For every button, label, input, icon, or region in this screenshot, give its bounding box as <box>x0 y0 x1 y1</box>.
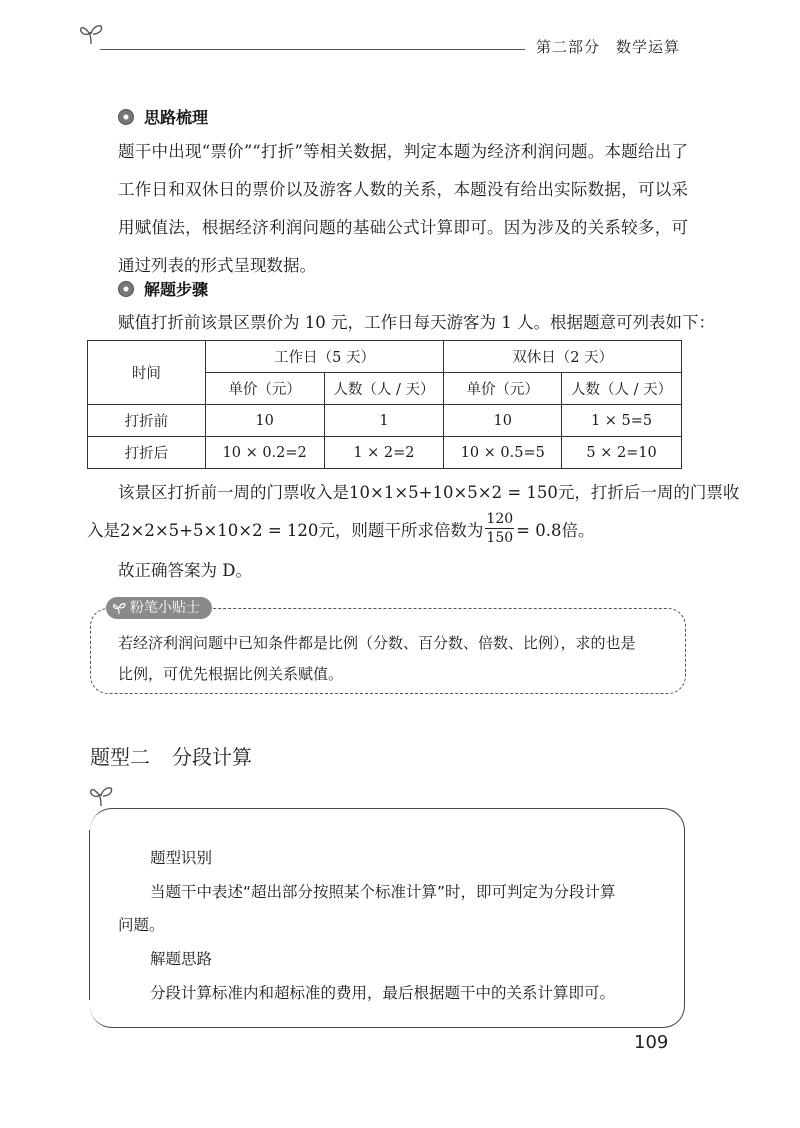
type2-heading <box>90 741 252 770</box>
table-cell: 1 × 5=5 <box>562 405 682 437</box>
id-line-1: 当题干中表述“超出部分按照某个标准计算”时，即可判定为分段计算 <box>150 883 616 901</box>
thinking-paragraph: 题干中出现“票价”“打折”等相关数据，判定本题为经济利润问题。本题给出了工作日和双休日的票价以及游客人数的关系，本题没有给出实际数据，可以采用赋值法，根据经济利润问题的基础公式计算即可。因为涉及的关系较多，可通过列表的形式呈现数据。 <box>118 142 688 275</box>
tip-tag-label: 粉笔小贴士 <box>130 600 200 616</box>
answer-line: 故正确答案为 D。 <box>118 561 252 580</box>
table-group-weekend: 双休日（2 天） <box>444 341 682 373</box>
type2-heading-b: 分段计算 <box>172 745 252 769</box>
table-cell: 10 × 0.5=5 <box>444 437 562 469</box>
table-cell: 10 <box>444 405 562 437</box>
fraction-denominator: 150 <box>486 530 514 546</box>
header-section-title: 第二部分 数学运算 <box>536 38 681 56</box>
tip-line-1: 若经济利润问题中已知条件都是比例（分数、百分数、倍数、比例），求的也是 <box>118 634 636 652</box>
table-cell: 10 <box>205 405 324 437</box>
table-row <box>88 437 682 469</box>
table-subheader: 人数（人 / 天） <box>562 373 682 405</box>
table-row <box>88 405 682 437</box>
calc-line-1: 该景区打折前一周的门票收入是10×1×5+10×5×2 = 150元，打折后一周的门票收 <box>118 483 740 502</box>
steps-intro: 赋值打折前该景区票价为 10 元，工作日每天游客为 1 人。根据题意可列表如下： <box>118 313 715 332</box>
table-corner: 时间 <box>88 341 206 405</box>
tip-tag <box>106 597 212 619</box>
calc-line-2-suffix: = 0.8倍。 <box>516 520 595 540</box>
price-table <box>87 340 682 469</box>
thinking-heading-text: 思路梳理 <box>144 108 209 127</box>
disc-icon <box>118 281 134 297</box>
disc-icon <box>118 109 134 125</box>
tip-line-2: 比例，可优先根据比例关系赋值。 <box>118 665 344 683</box>
calc-line-2 <box>87 510 594 547</box>
page-number: 109 <box>634 1032 669 1053</box>
table-cell: 1 <box>324 405 444 437</box>
fraction-numerator: 120 <box>486 511 514 527</box>
row-label: 打折后 <box>88 437 206 469</box>
calc-line-2-prefix: 入是2×2×5+5×10×2 = 120元，则题干所求倍数为 <box>87 520 484 540</box>
id-title: 题型识别 <box>150 849 213 867</box>
table-cell: 1 × 2=2 <box>324 437 444 469</box>
table-group-weekday: 工作日（5 天） <box>205 341 444 373</box>
table-subheader: 单价（元） <box>444 373 562 405</box>
sprout-icon <box>78 22 104 46</box>
table-subheader: 单价（元） <box>205 373 324 405</box>
method-title: 解题思路 <box>150 950 213 968</box>
sprout-icon <box>88 784 114 808</box>
table-cell: 10 × 0.2=2 <box>205 437 324 469</box>
method-line: 分段计算标准内和超标准的费用，最后根据题干中的关系计算即可。 <box>150 984 616 1002</box>
fraction <box>485 510 514 547</box>
steps-heading-text: 解题步骤 <box>144 280 209 299</box>
table-cell: 5 × 2=10 <box>562 437 682 469</box>
thinking-heading <box>118 105 208 128</box>
type2-heading-a: 题型二 <box>90 745 150 769</box>
table-subheader: 人数（人 / 天） <box>324 373 444 405</box>
header-rule <box>100 49 525 50</box>
steps-heading <box>118 277 208 300</box>
knowledge-box-left-edge <box>89 830 90 1000</box>
id-line-2: 问题。 <box>118 916 165 934</box>
sprout-icon <box>112 601 126 615</box>
row-label: 打折前 <box>88 405 206 437</box>
